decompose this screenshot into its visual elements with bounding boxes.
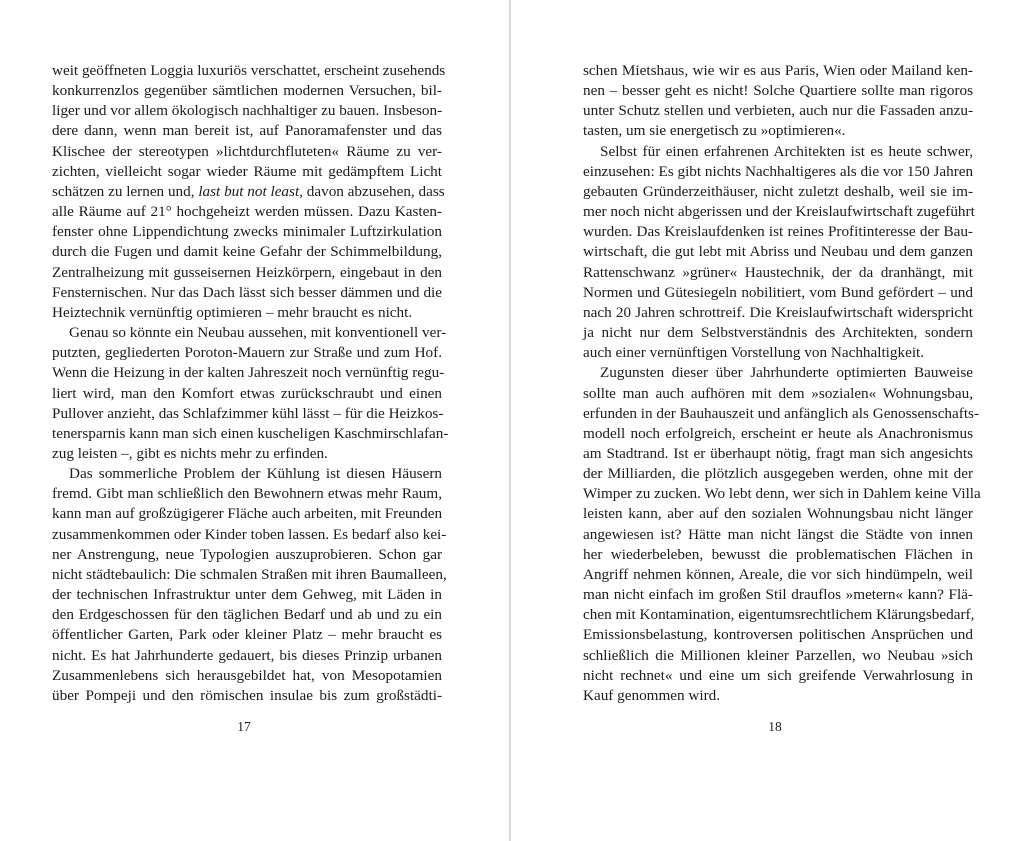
text-line [583,242,973,262]
text-run: nach 20 Jahren schrottreif. Die Kreislaufwirtschaft widerspricht [583,303,973,321]
left-page-number: 17 [237,719,251,734]
text-line [583,323,973,343]
text-run: Angriff nehmen können, Areale, die vor sich hindümpeln, weil [583,565,973,583]
text-run: liert wird, man den Komfort etwas zurückschraubt und einen [52,384,442,402]
text-line [583,504,973,524]
text-run: alle Räume auf 21° hochgeheizt werden müssen. Dazu Kasten- [52,203,442,221]
text-line [52,101,442,121]
text-line [583,363,973,383]
text-line [52,404,442,424]
text-run: wirtschaft, die gut lebt mit Abriss und Neubau und dem ganzen [583,243,973,261]
text-run: am Stadtrand. Ist er überhaupt nötig, fragt man sich angesichts [583,444,973,462]
text-run: nicht städtebaulich: Die schmalen Straßen mit ihren Baumalleen, [52,565,447,583]
text-line [583,646,973,666]
text-run: modell noch erfolgreich, erscheint er heute als Anachronismus [583,424,973,442]
text-line [52,504,442,524]
text-run: chen mit Kontamination, eigentumsrechtlichem Klärungsbedarf, [583,606,975,624]
text-run: durch die Fugen und damit keine Gefahr der Schimmelbildung, [52,243,442,261]
text-line [583,303,973,323]
text-line [583,81,973,101]
text-line [52,484,442,504]
text-line [52,81,442,101]
text-line [52,142,442,162]
text-run: Heiztechnik vernünftig optimieren – mehr braucht es nicht. [52,303,413,321]
text-run: weit geöffneten Loggia luxuriös verschattet, erscheint zusehends [52,62,446,79]
text-line [583,121,973,141]
text-line [52,263,442,283]
text-run: Wenn die Heizung in der kalten Jahreszeit noch vernünftig regu- [52,364,445,382]
text-line [583,162,973,182]
text-line [583,343,973,363]
text-line [583,625,973,645]
text-line [52,162,442,182]
text-line [583,585,973,605]
text-line [583,222,973,242]
text-run: leisten kann, aber auf den sozialen Wohnungsbau nicht länger [583,505,973,523]
text-line [583,605,973,625]
text-run: her wiederbeleben, bewusst die problematischen Flächen in [583,545,973,563]
text-line [52,182,445,202]
text-line [52,464,442,484]
text-line [583,484,981,504]
text-line [583,182,973,202]
text-line [583,464,973,484]
text-line [52,646,442,666]
text-line [583,565,973,585]
text-run: konkurrenzlos gegenüber sämtlichen modernen Versuchen, bil- [52,82,442,100]
italic-phrase: last but not least [198,182,300,200]
text-run: unter Schutz stellen und verbieten, auch nur die Fassaden anzu- [583,102,973,120]
text-line [52,545,442,565]
text-run: schließlich die Millionen kleiner Parzellen, wo Neubau »sich [583,646,973,664]
text-run: kann man auf großzügigerer Fläche auch arbeiten, mit Freunden [52,505,443,523]
text-line [52,525,447,545]
right-page-body-text [583,61,981,706]
text-run: fenster ohne Lippendichtung zwecks minimaler Luftzirkulation [52,223,442,241]
text-run: Zusammenlebens sich herausgebildet hat, von Mesopotamien [52,666,442,684]
text-run: tasten, um sie energetisch zu »optimieren«. [583,122,846,140]
text-line [583,61,973,81]
text-line [52,363,445,383]
text-run: der Milliarden, die plötzlich ausgegeben werden, ohne mit der [583,465,973,483]
text-run: ner Anstrengung, neue Typologien auszuprobieren. Schon gar [52,545,442,563]
text-line [52,242,442,262]
right-page [510,0,1020,841]
text-line [52,686,442,706]
text-line [583,525,973,545]
text-run: auch einer vernünftigen Vorstellung von Nachhaltigkeit. [583,344,925,362]
text-line [52,625,442,645]
text-line [583,101,973,121]
text-line [583,142,973,162]
text-line [52,565,447,585]
text-line [583,444,973,464]
text-run: fremd. Gibt man schließlich den Bewohnern etwas mehr Raum, [52,485,442,503]
text-run: nicht rechnet« und eine um sich greifende Verwahrlosung in [583,666,973,684]
text-line [52,303,442,323]
text-line [583,384,973,404]
text-line [52,61,446,81]
text-run: schen Mietshaus, wie wir es aus Paris, Wien oder Mailand ken- [583,62,973,79]
text-run: Das sommerliche Problem der Kühlung ist diesen Häusern [69,465,442,483]
text-run: gebauten Gründerzeithäuser, nicht zuletzt deshalb, weil sie im- [583,182,973,200]
text-run: Selbst für einen erfahrenen Architekten ist es heute schwer, [600,142,973,160]
text-run: Normen und Gütesiegeln nobilitiert, vom Bund gefördert – und [583,283,973,301]
text-run: Pullover anzieht, das Schlafzimmer kühl lässt – für die Heizkos- [52,404,444,422]
text-line [52,121,442,141]
text-run: nicht. Es hat Jahrhunderte gedauert, bis dieses Prinzip urbanen [52,646,442,664]
text-run: Zentralheizung mit gusseisernen Heizkörpern, eingebaut in den [52,263,442,281]
text-run: Zugunsten dieser über Jahrhunderte optimierten Bauweise [600,364,973,382]
text-line [52,384,442,404]
text-line [52,666,442,686]
text-line [52,222,442,242]
text-run: Emissionsbelastung, kontroversen politischen Ansprüchen und [583,626,973,644]
text-line [52,585,442,605]
text-line [52,283,442,303]
text-run: Klischee der stereotypen »lichtdurchfluteten« Räume zu ver- [52,142,442,160]
text-line [52,343,442,363]
text-run: den Erdgeschossen für den täglichen Bedarf und ab und zu ein [52,606,442,624]
text-run: einzusehen: Es gibt nichts Nachhaltigeres als die vor 150 Jahren [583,162,974,180]
text-run: erfunden in der Bauhauszeit und anfänglich als Genossenschafts- [583,404,980,422]
left-page-body-text [52,61,449,706]
text-line [583,202,973,222]
text-run: der technischen Infrastruktur unter dem Gehweg, mit Läden in [52,586,442,604]
text-run: über Pompeji und den römischen insulae bis zum großstädti- [52,686,442,704]
text-line [52,424,449,444]
text-line [52,605,442,625]
text-line [583,404,980,424]
text-run: zug leisten –, gibt es nichts mehr zu erfinden. [52,444,328,462]
text-run: mer noch nicht abgerissen und der Kreislaufwirtschaft zugeführt [583,203,975,221]
text-run: sollte man auch aufhören mit dem »sozialen« Wohnungsbau, [583,384,973,402]
text-run: dere dann, wenn man bereit ist, auf Panoramafenster und das [52,122,442,140]
text-run: Kauf genommen wird. [583,686,721,704]
text-run: angewiesen ist? Hätte man nicht längst die Städte von innen [583,525,973,543]
text-line [583,283,973,303]
text-run: , davon abzusehen, dass [299,182,445,200]
text-line [52,202,442,222]
text-line [583,263,973,283]
text-line [52,444,442,464]
text-run: Rattenschwanz »grüner« Haustechnik, der da dranhängt, mit [583,263,973,281]
text-run: Wimper zu zucken. Wo lebt denn, wer sich in Dahlem keine Villa [583,485,981,503]
text-run: wurden. Das Kreislaufdenken ist reines Profitinteresse der Bau- [583,223,973,241]
text-line [583,666,973,686]
text-run: putzten, gegliederten Poroton-Mauern zur Straße und zum Hof. [52,344,442,362]
text-run: öffentlicher Garten, Park oder kleiner Platz – mehr braucht es [52,626,442,644]
text-line [583,545,973,565]
text-run: Genau so könnte ein Neubau aussehen, mit konventionell ver- [69,324,447,342]
text-run: liger und vor allem ökologisch nachhaltiger zu bauen. Insbeson- [52,102,443,120]
text-run: zusammenkommen oder Kinder toben lassen. Es bedarf also kei- [52,525,447,543]
text-run: ja nicht nur dem Selbstverständnis des Architekten, sondern [583,324,973,342]
right-page-number: 18 [768,719,782,734]
text-run: schätzen zu lernen und, [52,182,199,200]
text-run: man nicht einfach im großen Stil drauflos »metern« kann? Flä- [583,586,973,604]
text-run: Fensternischen. Nur das Dach lässt sich besser dämmen und die [52,283,442,301]
text-run: nen – besser geht es nicht! Solche Quartiere sollte man rigoros [583,82,973,100]
text-run: tenersparnis kann man sich einen kuscheligen Kaschmirschlafan- [52,424,449,442]
text-line [583,686,973,706]
text-line [583,424,973,444]
text-line [52,323,447,343]
text-run: zichten, vielleicht sogar wieder Räume mit gedämpftem Licht [52,162,442,180]
